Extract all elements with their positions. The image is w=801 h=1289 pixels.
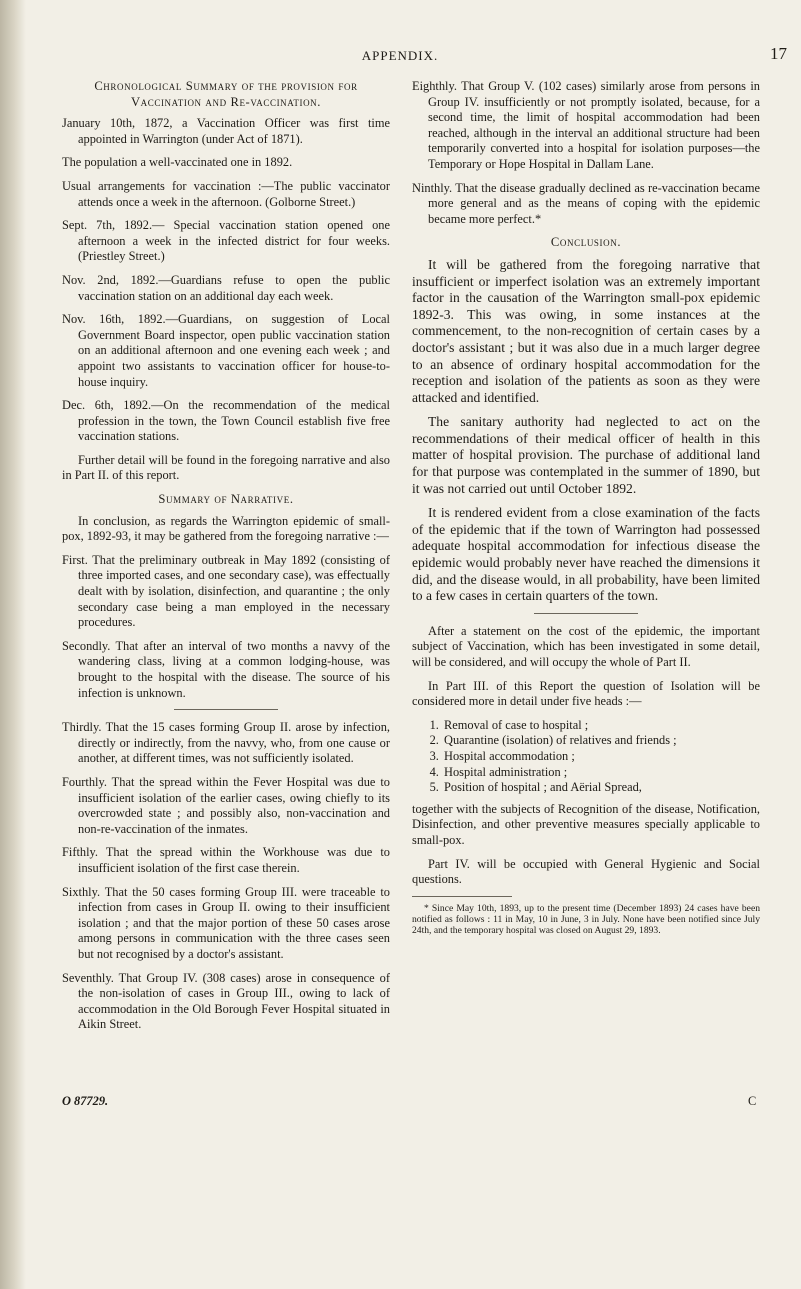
paragraph: January 10th, 1872, a Vaccination Officer was first time appointed in Warrington (under Act of 1871).	[62, 116, 390, 146]
heading-chronological-summary: Chronological Summary of the provision for Vaccination and Re-vaccination.	[94, 79, 358, 109]
divider	[534, 613, 638, 614]
paragraph: Ninthly. That the disease gradually declined as re-vaccination became more general and as the means of coping with the epidemic became more perfect.*	[412, 180, 760, 226]
paragraph: First. That the preliminary outbreak in May 1892 (consisting of three imported cases, and one secondary case), was effectually dealt with by isolation, disinfection, and quarantine ; the only secondary case being a man employed in the necessary procedures.	[62, 552, 390, 630]
paragraph: The sanitary authority had neglected to act on the recommendations of their medical officer of health in this matter of hospital provision. The purchase of additional land for that purpose was contemplated in the summer of 1890, but it was not carried out until October 1892.	[412, 414, 760, 496]
paragraph: It will be gathered from the foregoing narrative that insufficient or imperfect isolation was an extremely important factor in the causation of the Warrington small-pox epidemic 1892-3. This was owing, in some instances at the commencement, to the non-recognition of certain cases by a doctor's assistant ; but it was also due in a much larger degree to an absence of ordinary hospital accommodation for the reception and isolation of the patients as soon as they were attacked and identified.	[412, 256, 760, 405]
paragraph: Part IV. will be occupied with General Hygienic and Social questions.	[412, 856, 760, 887]
printer-signature: O 87729.	[62, 1094, 109, 1108]
paragraph: Nov. 2nd, 1892.—Guardians refuse to open the public vaccination station on an additional day each week.	[62, 272, 390, 303]
isolation-heads-list	[412, 718, 760, 796]
paragraph: Further detail will be found in the foregoing narrative and also in Part II. of this report.	[62, 452, 390, 483]
paragraph: In conclusion, as regards the Warrington epidemic of small-pox, 1892-93, it may be gathered from the foregoing narrative :—	[62, 513, 390, 544]
paragraph: Fifthly. That the spread within the Workhouse was due to insufficient isolation of the first case therein.	[62, 845, 390, 875]
list-item: 2. Quarantine (isolation) of relatives and friends ;	[442, 733, 760, 749]
paragraph: Seventhly. That Group IV. (308 cases) arose in consequence of the non-isolation of cases in Group III., owing to lack of accommodation in the Old Borough Fever Hospital situated in Aikin Street.	[62, 970, 390, 1032]
paragraph: Nov. 16th, 1892.—Guardians, on suggestion of Local Government Board inspector, open public vaccination station on an additional afternoon and one evening each week ; and appoint two assistants to vaccination officer for house-to-house inquiry.	[62, 312, 390, 389]
paragraph: Sept. 7th, 1892.— Special vaccination station opened one afternoon a week in the infected district for four weeks. (Priestley Street.)	[62, 218, 390, 264]
right-column	[412, 79, 760, 936]
paragraph: Fourthly. That the spread within the Fever Hospital was due to insufficient isolation of the earlier cases, owing chiefly to its overcrowded state ; and possibly also, non-vaccination and non-re-vaccination of the inmates.	[62, 774, 390, 836]
list-item: 4. Hospital administration ;	[442, 765, 760, 781]
left-column	[62, 79, 390, 1041]
footnote: * Since May 10th, 1893, up to the present time (December 1893) 24 cases have been notified as follows : 11 in May, 10 in June, 3 in July. None have been notified since July 24th, and the temporary hospital was closed on August 29, 1893.	[412, 902, 760, 937]
paragraph: It is rendered evident from a close examination of the facts of the epidemic that if the town of Warrington had possessed adequate hospital accommodation for infectious disease the epidemic would probably never have reached the dimensions it did, and the disease would, in all probability, have been limited to a few cases in certain quarters of the town.	[412, 505, 760, 604]
paragraph: Thirdly. That the 15 cases forming Group II. arose by infection, directly or indirectly, from the navvy, who, from one cause or another, at different times, was not sufficiently isolated.	[62, 720, 390, 766]
footnote-rule	[412, 896, 512, 897]
running-head: APPENDIX.	[361, 48, 439, 63]
paragraph: Secondly. That after an interval of two months a navvy of the wandering class, living at a common lodging-house, was brought to the hospital with the disease. The source of his infection is unknown.	[62, 638, 390, 700]
list-item: 1. Removal of case to hospital ;	[442, 718, 760, 734]
list-item: 5. Position of hospital ; and Aërial Spread,	[442, 780, 760, 796]
paragraph: Sixthly. That the 50 cases forming Group III. were traceable to infection from cases in Group II. owing to their insufficient isolation ; and that the major portion of these 50 cases arose among persons in communication with the three cases seen but not recognised by a doctor's assistant.	[62, 884, 390, 961]
heading-summary-of-narrative: Summary of Narrative.	[158, 492, 294, 507]
gathering-signature: C	[748, 1094, 757, 1108]
list-item: 3. Hospital accommodation ;	[442, 749, 760, 765]
paragraph: Usual arrangements for vaccination :—The public vaccinator attends once a week in the afternoon. (Golborne Street.)	[62, 178, 390, 209]
page-header	[0, 44, 801, 64]
divider	[174, 709, 278, 710]
paragraph: After a statement on the cost of the epidemic, the important subject of Vaccination, which has been investigated in some detail, will be considered, and will occupy the whole of Part II.	[412, 623, 760, 669]
paragraph: In Part III. of this Report the question of Isolation will be considered more in detail under five heads :—	[412, 678, 760, 709]
paragraph: The population a well-vaccinated one in 1892.	[62, 155, 293, 170]
heading-conclusion: Conclusion.	[550, 235, 622, 250]
page-edge-shadow	[0, 0, 26, 1289]
paragraph: Eighthly. That Group V. (102 cases) similarly arose from persons in Group IV. insufficiently or not promptly isolated, because, for a second time, the limit of hospital accommodation had been reached, although in the interval an additional structure had been temporarily converted into a hospital for isolation purposes—the Temporary or Hope Hospital in Dallam Lane.	[412, 79, 760, 171]
paragraph: Dec. 6th, 1892.—On the recommendation of the medical profession in the town, the Town Council establish five free vaccination stations.	[62, 398, 390, 444]
page-number: 17	[770, 44, 787, 63]
paragraph: together with the subjects of Recognition of the disease, Notification, Disinfection, and other preventive measures specially applicable to small-pox.	[412, 801, 760, 847]
